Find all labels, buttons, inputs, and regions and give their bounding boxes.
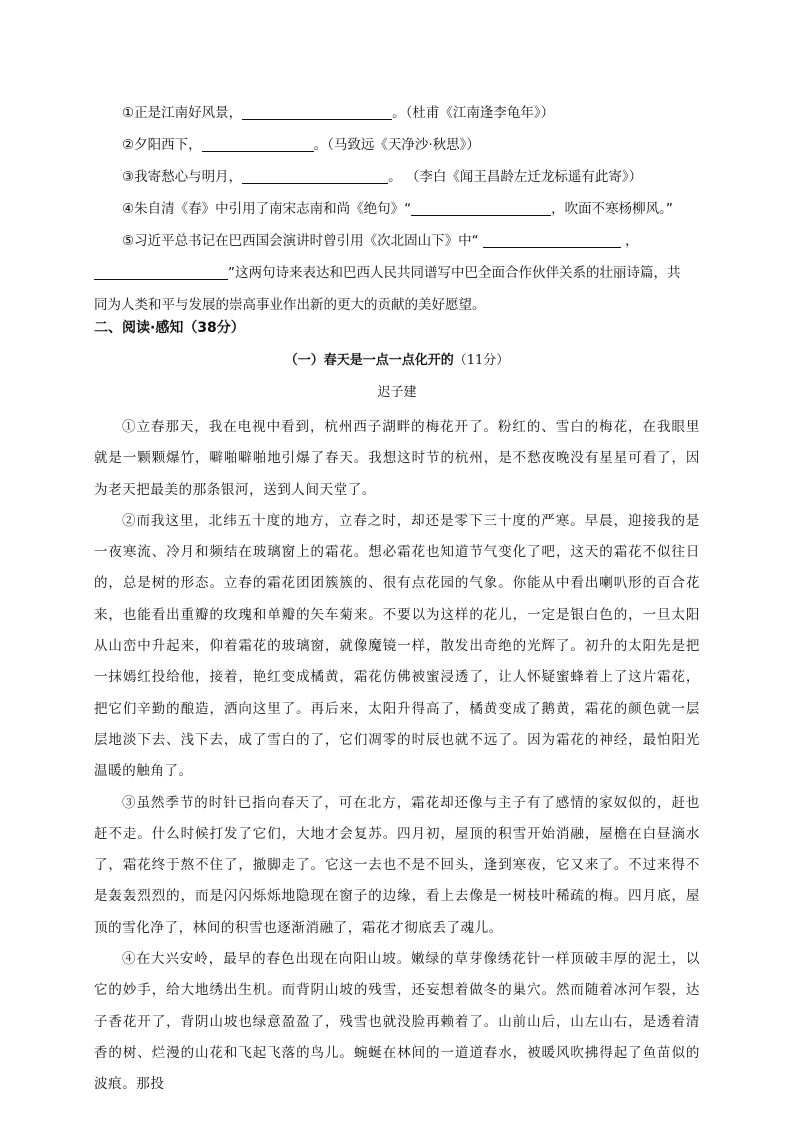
passage-body: [94, 412, 700, 1101]
passage-author: 迟子建: [377, 385, 417, 400]
item-text-after: ”这两句诗来表达和巴西人民共同谱写中巴全面合作伙伴关系的壮丽诗篇，共: [228, 265, 681, 281]
question-item-1: [94, 97, 700, 129]
item-text-before: ⑤习近平总书记在巴西国会演讲时曾引用《次北固山下》中“: [122, 233, 483, 249]
item-text-after: 。 （李白《闻王昌龄左迁龙标遥有此寄》）: [388, 169, 643, 185]
item-text-after: 。（马致远《天净沙·秋思》）: [313, 137, 480, 153]
question-item-5: [94, 225, 700, 257]
answer-blank[interactable]: [242, 165, 388, 184]
item-text-before: ①正是江南好风景，: [122, 105, 243, 121]
question-item-4: [94, 193, 700, 225]
passage-title-text: （一）春天是一点一点化开的: [284, 353, 454, 368]
item-text-before: ④朱自清《春》中引用了南宋志南和尚《绝句》“: [122, 201, 412, 217]
item-text-after: 。（杜甫《江南逢李龟年》）: [392, 105, 555, 121]
answer-blank[interactable]: [242, 101, 392, 120]
passage-title: [0, 347, 794, 375]
item-text-before: ③我寄愁心与明月，: [122, 169, 243, 185]
item-text-after: ，: [620, 233, 639, 249]
fill-in-questions: [94, 97, 700, 321]
answer-blank[interactable]: [411, 197, 551, 216]
question-item-2: [94, 129, 700, 161]
question-item-5-line2: [94, 257, 700, 289]
answer-blank[interactable]: [202, 133, 314, 152]
item-text-after: ，吹面不寒杨柳风。”: [551, 201, 673, 217]
item-text-before: ②夕阳西下，: [122, 137, 202, 153]
question-item-3: [94, 161, 700, 193]
paragraph-1: ①立春那天，我在电视中看到，杭州西子湖畔的梅花开了。粉红的、雪白的梅花，在我眼里就是一颗颗爆竹，噼啪噼啪地引爆了春天。我想这时节的杭州，是不愁夜晚没有星星可看了，因为老天把最美的那条银河，送到人间天堂了。: [94, 419, 700, 498]
question-item-5-line3: 同为人类和平与发展的崇高事业作出新的更大的贡献的美好愿望。: [94, 297, 486, 313]
answer-blank[interactable]: [483, 229, 621, 248]
paragraph-3: ③虽然季节的时针已指向春天了，可在北方，霜花却还像与主子有了感情的家奴似的，赶也赶不走。什么时候打发了它们，大地才会复苏。四月初，屋顶的积雪开始消融，屋檐在白昼滴水了，霜花终于熬不住了，撤脚走了。它这一去也不是不回头，逢到寒夜，它又来了。不过来得不是轰轰烈烈的，而是闪闪烁烁地隐现在窗子的边缘，看上去像是一树枝叶稀疏的梅。四月底，屋顶的雪化净了，林间的积雪也逐渐消融了，霜花才彻底丢了魂儿。: [94, 794, 700, 936]
paragraph-2: ②而我这里，北纬五十度的地方，立春之时，却还是零下三十度的严寒。早晨，迎接我的是一夜寒流、冷月和频结在玻璃窗上的霜花。想必霜花也知道节气变化了吧，这天的霜花不似往日的，总是树的形态。立春的霜花团团簇簇的、很有点花园的气象。你能从中看出喇叭形的百合花来，也能看出重瓣的玫瑰和单瓣的矢车菊来。不要以为这样的花儿，一定是银白色的，一旦太阳从山峦中升起来，仰着霜花的玻璃窗，就像魔镜一样，散发出奇绝的光辉了。初升的太阳先是把一抹嫣红投给他，接着，艳红变成橘黄，霜花仿佛被蜜浸透了，让人怀疑蜜蜂着上了这片霜花，把它们辛勤的酿造，洒向这里了。再后来，太阳升得高了，橘黄变成了鹅黄，霜花的颜色就一层层地淡下去、浅下去，成了雪白的了，它们凋零的时辰也就不远了。因为霜花的神经，最怕阳光温暖的触角了。: [94, 512, 700, 780]
section-title: 二、阅读·感知（38分）: [94, 320, 245, 336]
passage-score: （11分）: [453, 353, 510, 368]
answer-blank[interactable]: [94, 261, 228, 280]
paragraph-4: ④在大兴安岭，最早的春色出现在向阳山坡。嫩绿的草芽像绣花针一样顶破丰厚的泥土，以它的妙手，给大地绣出生机。而背阴山坡的残雪，还妄想着做冬的巢穴。然而随着冰河乍裂，达子香花开了，背阴山坡也绿意盈盈了，残雪也就没脸再赖着了。山前山后，山左山右，是透着清香的树、烂漫的山花和飞起飞落的鸟儿。蜿蜒在林间的一道道春水，被暖风吹拂得起了鱼苗似的波痕。那投: [94, 951, 700, 1093]
